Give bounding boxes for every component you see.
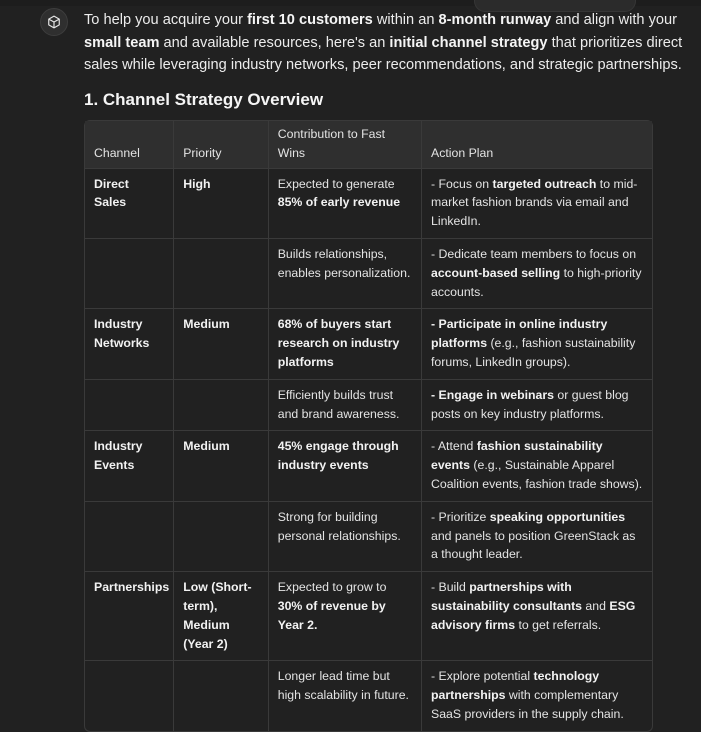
cell-text: Efficiently builds trust and brand awareness. <box>277 387 400 421</box>
channel-strategy-table <box>84 120 653 732</box>
cell-text: - Focus on <box>431 176 493 191</box>
table-row <box>85 431 652 501</box>
cell-bold: ESG advisory firms <box>431 598 636 632</box>
channel-name: Industry Events <box>94 439 143 473</box>
cell-contribution <box>268 379 421 431</box>
cell-action <box>422 168 653 238</box>
header-contribution: Contribution to Fast Wins <box>268 121 421 168</box>
cell-channel <box>85 431 174 501</box>
cell-text: Expected to grow to <box>277 580 387 595</box>
cell-bold: partnerships with sustainability consultants <box>431 580 583 613</box>
cell-action <box>422 309 653 379</box>
cell-text: Strong for building personal relationships. <box>277 509 401 543</box>
intro-text: To help you acquire your <box>84 12 248 28</box>
section-heading: 1. Channel Strategy Overview <box>84 90 324 109</box>
cell-action <box>422 661 653 731</box>
table-row <box>85 238 652 308</box>
cell-bold: - Engage in webinars <box>431 387 554 402</box>
cell-priority <box>174 572 269 661</box>
cell-text: - Explore potential <box>431 669 534 684</box>
table-row <box>85 379 652 431</box>
cell-priority <box>174 661 269 731</box>
cell-channel <box>85 501 174 571</box>
cell-contribution <box>268 661 421 731</box>
assistant-avatar <box>40 8 68 36</box>
cell-contribution <box>268 431 421 501</box>
cell-action <box>422 501 653 571</box>
cell-text: and panels to position GreenStack as a thought leader. <box>431 528 636 562</box>
intro-text: within an <box>372 12 439 28</box>
cell-bold: - Participate in online industry platforms <box>431 317 608 351</box>
cell-action <box>422 379 653 431</box>
cube-icon <box>47 15 61 29</box>
cell-text: - Attend <box>431 439 477 454</box>
channel-name: Partnerships <box>94 580 170 595</box>
table-row <box>85 501 652 571</box>
intro-paragraph <box>84 9 684 77</box>
intro-bold: 8-month runway <box>438 12 552 28</box>
cell-text: - Prioritize <box>431 509 490 524</box>
channel-name: Direct Sales <box>94 176 129 210</box>
cell-text: or guest blog posts on key industry platforms. <box>431 387 629 421</box>
cell-bold: fashion sustainability events <box>431 439 603 473</box>
table-row <box>85 168 652 238</box>
cell-text: - Build <box>431 580 470 595</box>
cell-channel <box>85 572 174 661</box>
intro-bold: small team <box>84 34 160 51</box>
cell-priority <box>174 309 269 379</box>
cell-contribution <box>268 501 421 571</box>
table-row <box>85 661 652 731</box>
cell-priority <box>174 501 269 571</box>
cell-contribution <box>268 238 421 308</box>
priority-value: Medium <box>183 317 230 332</box>
table-header-row <box>85 121 652 168</box>
table-row <box>85 572 652 661</box>
cell-text: to get referrals. <box>515 617 602 632</box>
cell-channel <box>85 168 174 238</box>
cell-bold: 85% of early revenue <box>277 195 401 210</box>
cell-text: Expected to generate <box>277 176 395 191</box>
cell-contribution <box>268 572 421 661</box>
cell-text: with complementary SaaS providers in the supply chain. <box>431 688 624 721</box>
cell-contribution <box>268 309 421 379</box>
cell-channel <box>85 379 174 431</box>
header-priority: Priority <box>174 121 269 168</box>
cell-text: to mid-market fashion brands via email and LinkedIn. <box>431 176 638 229</box>
cell-action <box>422 431 653 501</box>
cell-text: (e.g., Sustainable Apparel Coalition events, fashion trade shows). <box>431 458 643 491</box>
cell-text: Builds relationships, enables personalization. <box>277 246 411 280</box>
cell-contribution <box>268 168 421 238</box>
header-channel: Channel <box>85 121 174 168</box>
priority-value: Low (Short-term), Medium (Year 2) <box>183 580 252 651</box>
cell-text: and <box>582 598 610 613</box>
intro-text: and align with your <box>551 12 677 28</box>
intro-text: and available resources, here's an <box>159 34 390 51</box>
cell-priority <box>174 238 269 308</box>
cell-bold: technology partnerships <box>431 669 600 703</box>
cell-bold: 30% of revenue by Year 2. <box>277 598 386 632</box>
priority-value: Medium <box>183 439 230 454</box>
priority-value: High <box>183 176 211 191</box>
cell-bold: targeted outreach <box>492 176 597 191</box>
header-action-plan: Action Plan <box>422 121 653 168</box>
cell-channel <box>85 238 174 308</box>
cell-channel <box>85 661 174 731</box>
cell-text: - Dedicate team members to focus on <box>431 246 637 261</box>
intro-bold: first 10 customers <box>247 12 373 28</box>
cell-text: to high-priority accounts. <box>431 265 642 299</box>
cell-bold: 45% engage through industry events <box>277 439 399 473</box>
cell-bold: speaking opportunities <box>489 509 626 524</box>
cell-channel <box>85 309 174 379</box>
cell-priority <box>174 168 269 238</box>
cell-text: Longer lead time but high scalability in future. <box>277 669 409 703</box>
cell-bold: 68% of buyers start research on industry platforms <box>277 317 400 369</box>
cell-action <box>422 572 653 661</box>
table-row <box>85 309 652 379</box>
cell-priority <box>174 379 269 431</box>
intro-bold: initial channel strategy <box>389 34 548 51</box>
cell-priority <box>174 431 269 501</box>
intro-text: that prioritizes direct sales while leveraging industry networks, peer recommendations, and strategic partnerships. <box>84 34 683 73</box>
channel-name: Industry Networks <box>94 317 150 351</box>
cell-action <box>422 238 653 308</box>
cell-bold: account-based selling <box>431 265 561 280</box>
cell-text: (e.g., fashion sustainability forums, LinkedIn groups). <box>431 336 636 369</box>
